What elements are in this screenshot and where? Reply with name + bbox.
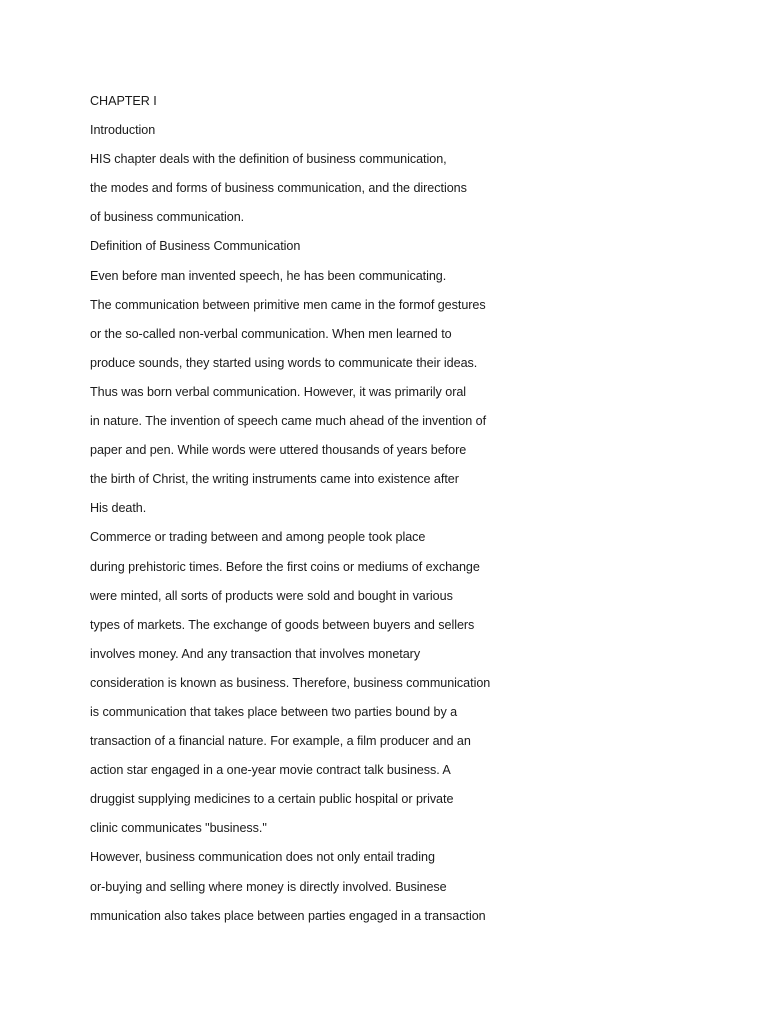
- text-line: in nature. The invention of speech came much ahead of the invention of: [90, 414, 487, 429]
- text-line: is communication that takes place between two parties bound by a: [90, 704, 458, 719]
- section-title-introduction: Introduction: [90, 123, 156, 138]
- text-line: Commerce or trading between and among people took place: [90, 530, 426, 545]
- text-line: produce sounds, they started using words to communicate their ideas.: [90, 355, 478, 370]
- text-line: transaction of a financial nature. For example, a film producer and an: [90, 734, 471, 749]
- text-line: the modes and forms of business communication, and the directions: [90, 181, 467, 196]
- text-line: paper and pen. While words were uttered thousands of years before: [90, 443, 467, 458]
- text-line: However, business communication does not only entail trading: [90, 850, 435, 865]
- document-body: [90, 87, 730, 931]
- text-line: during prehistoric times. Before the first coins or mediums of exchange: [90, 559, 480, 574]
- text-line: The communication between primitive men came in the formof gestures: [90, 297, 486, 312]
- text-line: His death.: [90, 501, 147, 516]
- text-line: mmunication also takes place between parties engaged in a transaction: [90, 908, 486, 923]
- text-line: HIS chapter deals with the definition of business communication,: [90, 152, 447, 167]
- text-line: Thus was born verbal communication. However, it was primarily oral: [90, 384, 467, 399]
- text-line: of business communication.: [90, 210, 245, 225]
- text-line: consideration is known as business. Therefore, business communication: [90, 675, 491, 690]
- text-line: action star engaged in a one-year movie contract talk business. A: [90, 763, 451, 778]
- section-title-definition: Definition of Business Communication: [90, 239, 301, 254]
- text-line: were minted, all sorts of products were sold and bought in various: [90, 588, 453, 603]
- text-line: or the so-called non-verbal communication. When men learned to: [90, 326, 452, 341]
- text-line: or-buying and selling where money is directly involved. Businese: [90, 879, 447, 894]
- text-line: the birth of Christ, the writing instruments came into existence after: [90, 472, 459, 487]
- text-line: clinic communicates "business.": [90, 821, 267, 836]
- text-line: types of markets. The exchange of goods between buyers and sellers: [90, 617, 475, 632]
- chapter-heading: CHAPTER I: [90, 94, 157, 108]
- text-line: Even before man invented speech, he has been communicating.: [90, 268, 447, 283]
- text-line: involves money. And any transaction that involves monetary: [90, 646, 421, 661]
- text-line: druggist supplying medicines to a certain public hospital or private: [90, 792, 454, 807]
